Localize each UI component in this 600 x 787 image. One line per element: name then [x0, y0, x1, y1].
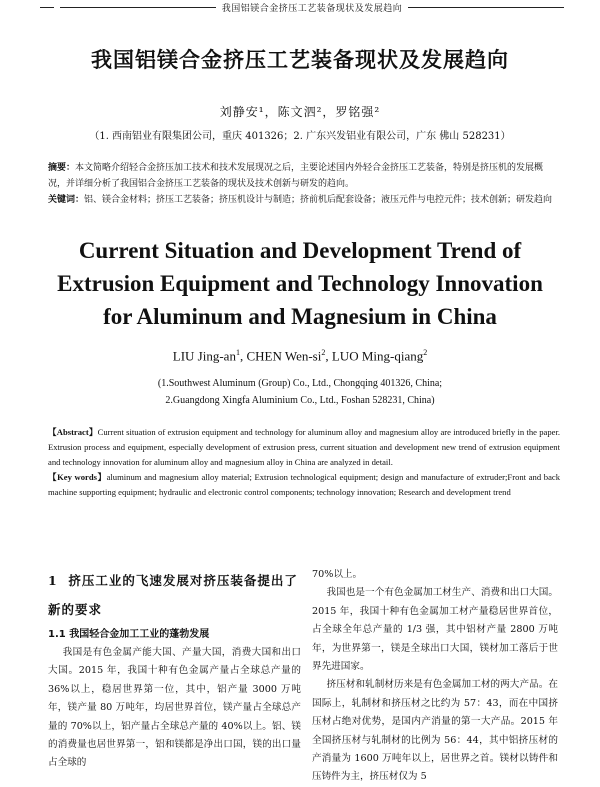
subsection-heading: 1.1 我国轻合金加工工业的蓬勃发展	[48, 629, 210, 640]
chinese-affiliations: （1. 西南铝业有限集团公司，重庆 401326；2. 广东兴发铝业有限公司，广东 佛山 528231）	[89, 131, 511, 142]
body-paragraph	[312, 676, 558, 786]
chinese-keywords	[48, 192, 560, 208]
header-rule-left	[60, 7, 216, 8]
english-authors: LIU Jing-$an^1$, CHEN Wen-$si^2$, LUO Ming-qiang$^2$	[172, 348, 428, 364]
english-abstract-text: Current situation of extrusion equipment and technology for aluminum alloy and magnesium alloy are introduced briefly in the paper. Extrusion process and equipment, especially development of extrusion press, current situation and development new trend of extrusion equipment and technology innovation for aluminum alloy and magnesium alloy in China are analyzed in detail.	[48, 427, 560, 467]
author-name: LUO Ming-qiang	[331, 348, 424, 364]
body-paragraph: 70%以上。	[312, 569, 363, 580]
section-title: 挤压工业的飞速发展对挤压装备提出了新的要求	[48, 573, 298, 617]
body-paragraph-text: 我国是有色金属产能大国、产量大国，消费大国和出口大国。2015 年，我国十种有色金属产量占全球总产量的 36%以上，稳居世界第一位，其中，铝产量 3000 万吨年，镁产量 80 万吨年，均居世界首位，镁产量占全球总产量的 70%以上，铝产量占全球总产量的 40%以上。铝、镁的消费量也居世界第一，铝和镁都是净出口国，镁的出口量占全球的	[48, 647, 301, 769]
english-title-line: Current Situation and Development Trend of	[78, 238, 522, 263]
english-keywords-label: 【Key words】	[48, 472, 107, 482]
body-paragraph-text: 我国也是一个有色金属加工材生产、消费和出口大国。2015 年，我国十种有色金属加工材产量稳居世界首位，占全球全年总产量的 1/3 强，其中铝材产量 2800 万吨年，为世界第一，镁是全球出口大国，镁材加工落后于世界先进国家。	[312, 587, 558, 673]
author-affil-mark: 1	[235, 348, 240, 357]
chinese-title: 我国铝镁合金挤压工艺装备现状及发展趋向	[91, 48, 509, 72]
chinese-abstract-label: 摘要：	[48, 163, 76, 173]
chinese-authors: 刘静安¹，陈文泗²，罗铭强²	[219, 105, 381, 119]
running-header-text: 我国铝镁合金挤压工艺装备现状及发展趋向	[221, 3, 403, 14]
author-name: LIU Jing-an	[172, 348, 236, 364]
header-dash	[40, 7, 54, 8]
body-paragraph-text: 挤压材和轧制材历来是有色金属加工材的两大产品。在国际上，轧制材和挤压材之比约为 57：43，而在中国挤压材占绝对优势，是国内产消量的第一大产品。2015 年全国挤压材与轧制材的比例为 56：44，其中铝挤压材的产消量为 1600 万吨年以上，居世界之首。镁材以铸件和压铸件为主，挤压材仅为 5	[312, 679, 558, 783]
running-header	[40, 0, 564, 14]
body-paragraph	[312, 584, 558, 676]
english-affiliations	[0, 375, 600, 409]
chinese-keywords-text: 铝、镁合金材料；挤压工艺装备；挤压机设计与制造；挤前机后配套设备；液压元件与电控元件；技术创新；研发趋向	[84, 195, 553, 205]
chinese-abstract-text: 本文简略介绍轻合金挤压加工技术和技术发展现况之后，主要论述国内外轻合金挤压工艺装备，特别是挤压机的发展概况，并详细分析了我国铝合金挤压工艺装备的现状及技术创新与研发的趋向。	[48, 163, 544, 189]
body-paragraph	[48, 644, 301, 773]
english-abstract-block	[48, 425, 560, 500]
chinese-abstract	[48, 160, 560, 192]
english-title-line: Extrusion Equipment and Technology Innovation	[57, 271, 543, 296]
body-column-left	[48, 566, 301, 773]
header-rule-right	[408, 7, 564, 8]
section-heading	[48, 566, 301, 624]
english-affiliation-line: 2.Guangdong Xingfa Aluminium Co., Ltd., Foshan 528231, China)	[165, 395, 435, 406]
author-affil-mark: 2	[321, 348, 326, 357]
chinese-abstract-block	[48, 160, 560, 208]
english-title-line: for Aluminum and Magnesium in China	[103, 304, 497, 329]
english-title	[0, 234, 600, 333]
author-name: CHEN Wen-si	[246, 348, 322, 364]
chinese-keywords-label: 关键词：	[48, 195, 85, 205]
english-keywords-text: aluminum and magnesium alloy material; Extrusion technological equipment; design and manufacture of extruder;Front and back machine supporting equipment; hydraulic and electronic control components; technology innovation; Research and development trend	[48, 472, 560, 497]
english-keywords	[48, 470, 560, 500]
section-number: 1	[48, 573, 58, 588]
english-abstract-label: 【Abstract】	[48, 427, 98, 437]
body-column-right	[312, 566, 558, 787]
author-affil-mark: 2	[423, 348, 428, 357]
english-abstract	[48, 425, 560, 470]
english-affiliation-line: (1.Southwest Aluminum (Group) Co., Ltd., Chongqing 401326, China;	[157, 378, 443, 389]
